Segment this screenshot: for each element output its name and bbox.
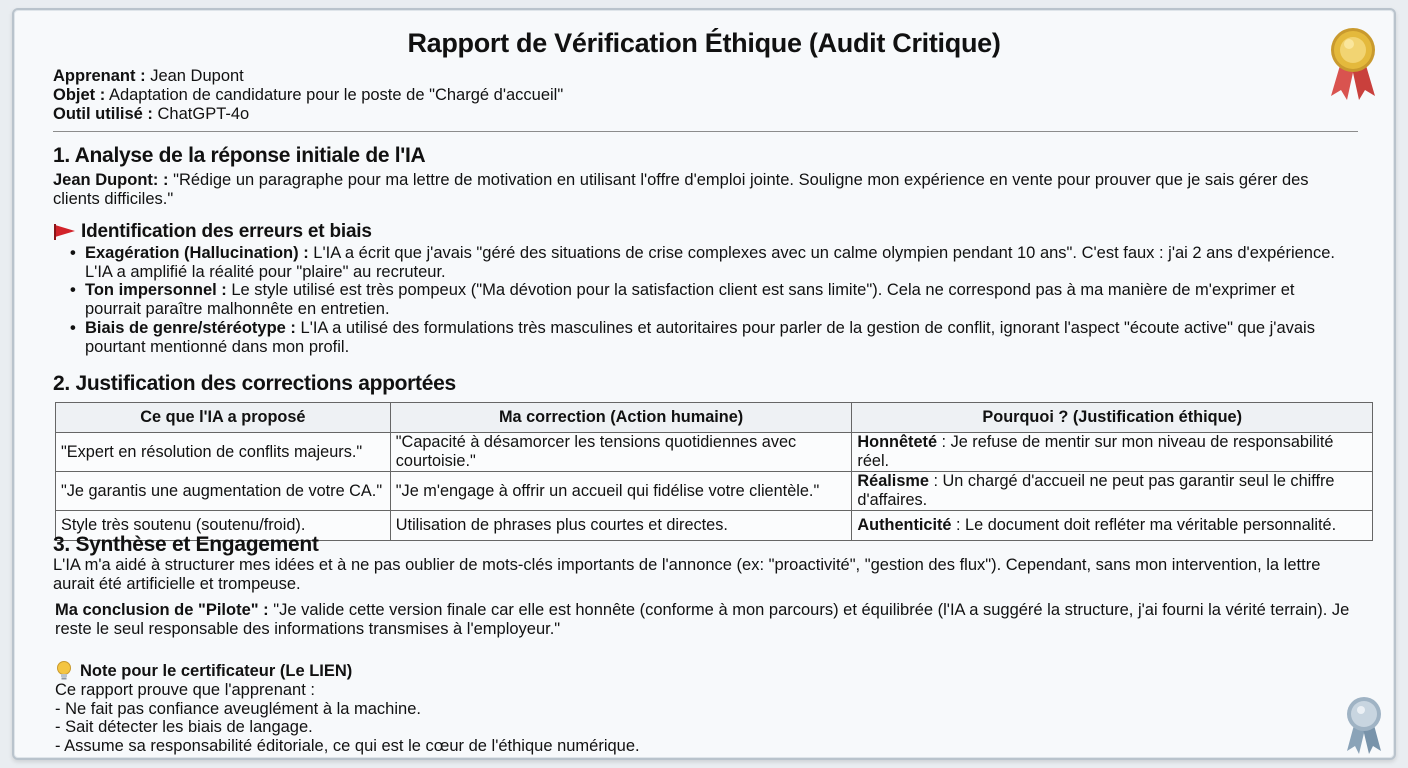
list-item: - Assume sa responsabilité éditoriale, ce qui est le cœur de l'éthique numérique. [55, 737, 640, 756]
silver-medal-icon [1342, 695, 1386, 755]
certifier-note-title: Note pour le certificateur (Le LIEN) [55, 661, 352, 681]
correction-cell: "Capacité à désamorcer les tensions quotidiennes avec courtoisie." [390, 433, 852, 472]
certifier-note-body [55, 681, 640, 756]
corrections-table [55, 402, 1373, 541]
justification-cell: Réalisme : Un chargé d'accueil ne peut pas garantir seul le chiffre d'affaires. [852, 472, 1373, 511]
section1-heading: 1. Analyse de la réponse initiale de l'IA [53, 144, 426, 167]
meta-learner: Apprenant : Jean Dupont [53, 67, 244, 85]
gold-medal-icon [1327, 26, 1379, 102]
table-row [56, 472, 1373, 511]
section2-heading: 2. Justification des corrections apportées [53, 372, 456, 395]
list-item: - Sait détecter les biais de langage. [55, 718, 313, 737]
list-item: • Ton impersonnel : Le style utilisé est très pompeux ("Ma dévotion pour la satisfaction client est sans limite"). Cela ne correspond pas à ma manière de m'exprimer et pourrait paraître malhonnête en entretien. [70, 281, 1354, 318]
divider [53, 131, 1358, 132]
report-meta [53, 67, 563, 124]
errors-subheading: Identification des erreurs et biais [54, 221, 372, 243]
table-row [56, 433, 1373, 472]
correction-cell: "Je m'engage à offrir un accueil qui fidélise votre clientèle." [390, 472, 852, 511]
justification-cell: Honnêteté : Je refuse de mentir sur mon niveau de responsabilité réel. [852, 433, 1373, 472]
list-item: - Ne fait pas confiance aveuglément à la machine. [55, 699, 421, 718]
list-item: • Exagération (Hallucination) : L'IA a écrit que j'avais "géré des situations de crise complexes avec un calme olympien pendant 10 ans". C'est faux : j'ai 2 ans d'expérience. L'IA a amplifié la réalité pour "plaire" au recruteur. [70, 244, 1354, 281]
column-header: Ma correction (Action humaine) [390, 403, 852, 433]
ai-proposal-cell: "Expert en résolution de conflits majeurs." [56, 433, 391, 472]
synthesis-text: L'IA m'a aidé à structurer mes idées et à ne pas oublier de mots-clés importants de l'annonce (ex: "proactivité", "gestion des flux"). Cependant, sans mon intervention, la lettre aurait été artificielle et trompeuse. [53, 556, 1321, 593]
meta-object: Objet : Adaptation de candidature pour le poste de "Chargé d'accueil" [53, 86, 564, 104]
lightbulb-icon [55, 661, 73, 681]
list-item: • Biais de genre/stéréotype : L'IA a utilisé des formulations très masculines et autoritaires pour parler de la gestion de conflit, ignorant l'aspect "écoute active" que j'avais pourtant mentionné dans mon profil. [70, 319, 1354, 356]
red-flag-icon [54, 224, 76, 240]
meta-tool: Outil utilisé : ChatGPT-4o [53, 105, 250, 123]
note-intro: Ce rapport prouve que l'apprenant : [55, 681, 315, 699]
section3-heading: 3. Synthèse et Engagement [53, 533, 319, 556]
report-sheet [12, 8, 1396, 760]
initial-prompt: Jean Dupont: : "Rédige un paragraphe pour ma lettre de motivation en utilisant l'offre d'emploi jointe. Souligne mon expérience en vente pour prouver que je sais gérer des clients difficiles." [53, 171, 1309, 208]
errors-list [70, 244, 1354, 356]
ai-proposal-cell: Style très soutenu (soutenu/froid). [56, 511, 391, 541]
pilot-conclusion: Ma conclusion de "Pilote" : "Je valide cette version finale car elle est honnête (conforme à mon parcours) et équilibrée (l'IA a suggéré la structure, j'ai fourni la vérité terrain). Je reste le seul responsable des informations transmises à l'employeur." [55, 601, 1350, 638]
correction-cell: Utilisation de phrases plus courtes et directes. [390, 511, 852, 541]
ai-proposal-cell: "Je garantis une augmentation de votre CA." [56, 472, 391, 511]
column-header: Ce que l'IA a proposé [56, 403, 391, 433]
column-header: Pourquoi ? (Justification éthique) [852, 403, 1373, 433]
justification-cell: Authenticité : Le document doit refléter ma véritable personnalité. [852, 511, 1373, 541]
table-header-row [56, 403, 1373, 433]
page-title: Rapport de Vérification Éthique (Audit Critique) [407, 28, 1001, 58]
